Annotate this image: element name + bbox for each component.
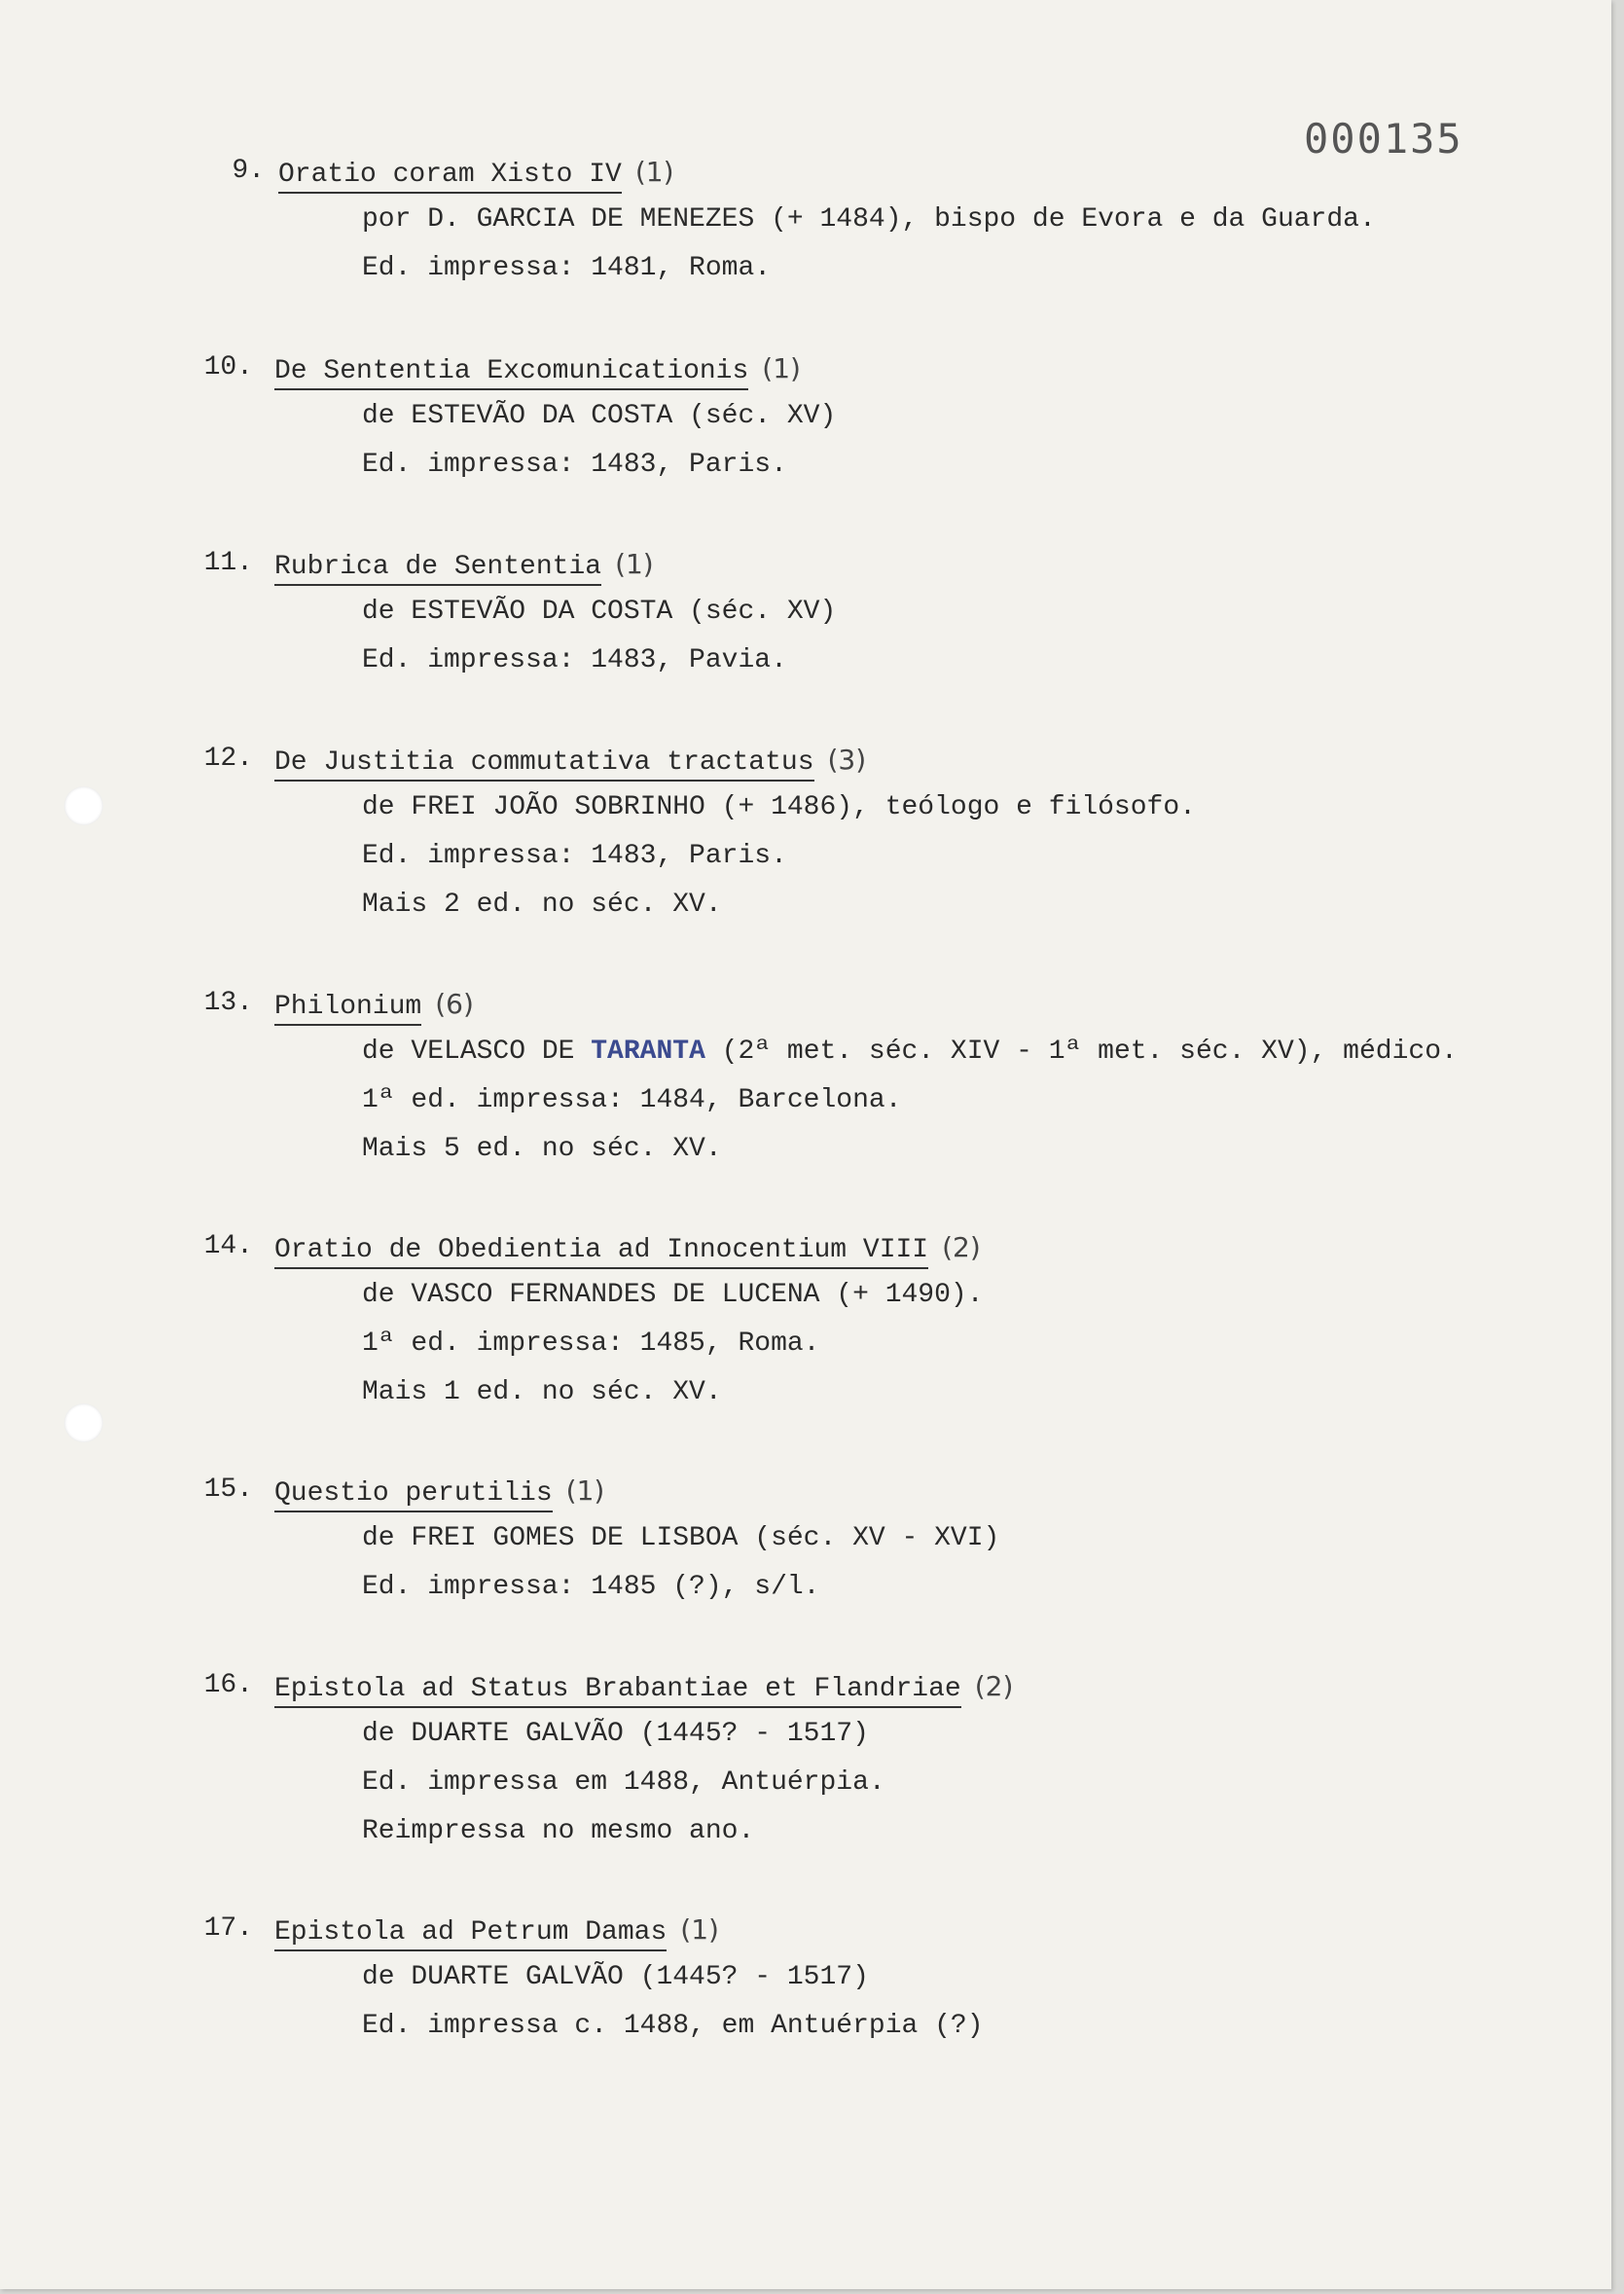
entry-line: Ed. impressa: 1485 (?), s/l. bbox=[362, 1572, 820, 1602]
entry-note: (2) bbox=[942, 1231, 981, 1263]
entry-title-text: De Justitia commutativa tractatus bbox=[274, 747, 814, 782]
entry-line: de FREI JOÃO SOBRINHO (+ 1486), teólogo e filósofo. bbox=[362, 792, 1196, 822]
entry-line bbox=[362, 1037, 1458, 1067]
author-suffix: (2ª met. séc. XIV - 1ª met. séc. XV), médico. bbox=[704, 1037, 1458, 1067]
entry-title bbox=[274, 352, 801, 386]
entry-number: 11. bbox=[203, 548, 253, 578]
entry-number: 16. bbox=[203, 1670, 253, 1700]
entry-line: de ESTEVÃO DA COSTA (séc. XV) bbox=[362, 401, 837, 431]
entry-line: Ed. impressa em 1488, Antuérpia. bbox=[362, 1767, 885, 1798]
entry-line: Ed. impressa: 1483, Pavia. bbox=[362, 645, 787, 675]
entry-line: Reimpressa no mesmo ano. bbox=[362, 1816, 755, 1846]
entry-note: (1) bbox=[615, 548, 654, 580]
entry-number: 12. bbox=[203, 744, 253, 774]
entry-title bbox=[274, 744, 866, 778]
entry-line: de VASCO FERNANDES DE LUCENA (+ 1490). bbox=[362, 1280, 984, 1310]
entry-line: Ed. impressa: 1483, Paris. bbox=[362, 450, 787, 480]
entry-note: (1) bbox=[634, 156, 674, 188]
entry-line: de FREI GOMES DE LISBOA (séc. XV - XVI) bbox=[362, 1523, 1000, 1553]
entry-title bbox=[274, 1231, 981, 1265]
punch-hole-lower bbox=[64, 1403, 103, 1442]
entry-title-text: Oratio de Obedientia ad Innocentium VIII bbox=[274, 1235, 928, 1269]
page-number: 000135 bbox=[1304, 115, 1463, 163]
entry-title bbox=[278, 156, 674, 190]
entry-line: Mais 2 ed. no séc. XV. bbox=[362, 890, 722, 920]
entry-note: (1) bbox=[762, 352, 801, 384]
entry-line: Ed. impressa: 1481, Roma. bbox=[362, 253, 772, 283]
entry-note: (6) bbox=[435, 988, 474, 1020]
entry-number: 14. bbox=[203, 1231, 253, 1261]
entry-line: 1ª ed. impressa: 1484, Barcelona. bbox=[362, 1085, 902, 1115]
entry-note: (3) bbox=[827, 744, 867, 776]
entry-title-text: Oratio coram Xisto IV bbox=[278, 160, 622, 194]
entry-title-text: Questio perutilis bbox=[274, 1478, 553, 1512]
entry-line: Ed. impressa: 1483, Paris. bbox=[362, 841, 787, 871]
entry-title bbox=[274, 1475, 604, 1509]
entry-title-text: Epistola ad Status Brabantiae et Flandriae bbox=[274, 1674, 961, 1708]
entry-title bbox=[274, 1913, 719, 1948]
author-prefix: de VELASCO DE bbox=[362, 1037, 592, 1067]
entry-note: (1) bbox=[565, 1475, 605, 1507]
punch-hole-upper bbox=[64, 786, 103, 825]
entry-number: 17. bbox=[203, 1913, 253, 1944]
entry-line: de ESTEVÃO DA COSTA (séc. XV) bbox=[362, 597, 837, 627]
entry-title-text: Philonium bbox=[274, 992, 421, 1026]
entry-line: Mais 1 ed. no séc. XV. bbox=[362, 1377, 722, 1407]
entry-line: de DUARTE GALVÃO (1445? - 1517) bbox=[362, 1719, 869, 1749]
entry-title bbox=[274, 988, 474, 1022]
entry-line: Mais 5 ed. no séc. XV. bbox=[362, 1134, 722, 1164]
entry-number: 15. bbox=[203, 1475, 253, 1505]
entry-title-text: Epistola ad Petrum Damas bbox=[274, 1917, 667, 1951]
entry-line: 1ª ed. impressa: 1485, Roma. bbox=[362, 1329, 820, 1359]
entry-line: de DUARTE GALVÃO (1445? - 1517) bbox=[362, 1962, 869, 1992]
entry-number: 9. bbox=[232, 156, 265, 186]
entry-note: (1) bbox=[680, 1913, 719, 1946]
entry-title bbox=[274, 548, 654, 582]
entry-title bbox=[274, 1670, 1013, 1704]
entry-number: 13. bbox=[203, 988, 253, 1018]
entry-line: Ed. impressa c. 1488, em Antuérpia (?) bbox=[362, 2011, 984, 2041]
entry-line: por D. GARCIA DE MENEZES (+ 1484), bispo de Evora e da Guarda. bbox=[362, 204, 1376, 235]
entry-note: (2) bbox=[974, 1670, 1014, 1702]
author-name-highlight: TARANTA bbox=[591, 1037, 705, 1067]
entry-title-text: De Sententia Excomunicationis bbox=[274, 356, 748, 390]
entry-title-text: Rubrica de Sententia bbox=[274, 552, 601, 586]
entry-number: 10. bbox=[203, 352, 253, 382]
